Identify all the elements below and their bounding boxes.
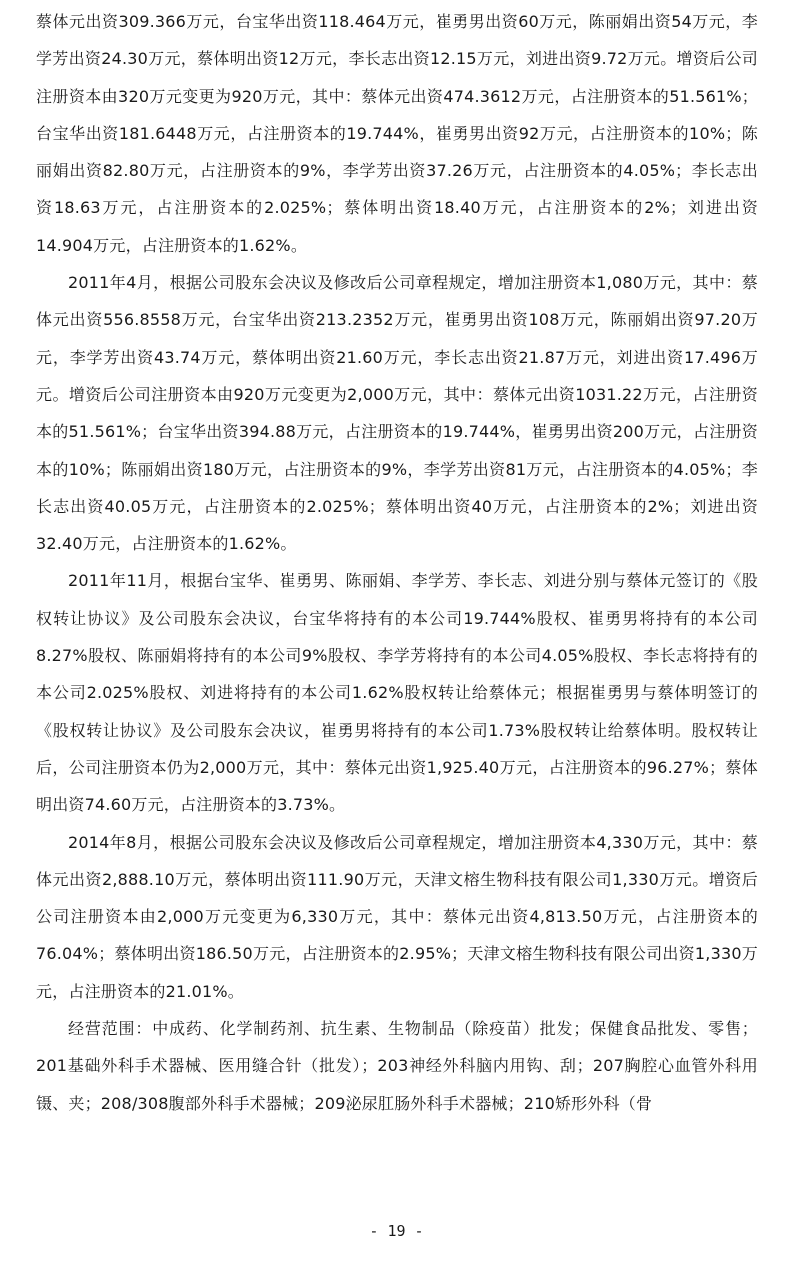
- paragraph-capital-increase-continued: 蔡体元出资309.366万元，台宝华出资118.464万元，崔勇男出资60万元，陈丽娟出资54万元，李学芳出资24.30万元，蔡体明出资12万元，李长志出资12.15万元，刘进出资9.72万元。增资后公司注册资本由320万元变更为920万元，其中：蔡体元出资474.3612万元，占注册资本的51.561%；台宝华出资181.6448万元，占注册资本的19.744%，崔勇男出资92万元，占注册资本的10%；陈丽娟出资82.80万元，占注册资本的9%，李学芳出资37.26万元，占注册资本的4.05%；李长志出资18.63万元，占注册资本的2.025%；蔡体明出资18.40万元，占注册资本的2%；刘进出资14.904万元，占注册资本的1.62%。: [36, 12, 758, 255]
- paragraph-business-scope: 经营范围：中成药、化学制药剂、抗生素、生物制品（除疫苗）批发；保健食品批发、零售；201基础外科手术器械、医用缝合针（批发）；203神经外科脑内用钩、刮；207胸腔心血管外科用镊、夹；208/308腹部外科手术器械；209泌尿肛肠外科手术器械；210矫形外科（骨: [36, 1019, 758, 1113]
- paragraph-2011-november: 2011年11月，根据台宝华、崔勇男、陈丽娟、李学芳、李长志、刘进分别与蔡体元签订的《股权转让协议》及公司股东会决议，台宝华将持有的本公司19.744%股权、崔勇男将持有的本公司8.27%股权、陈丽娟将持有的本公司9%股权、李学芳将持有的本公司4.05%股权、李长志将持有的本公司2.025%股权、刘进将持有的本公司1.62%股权转让给蔡体元；根据崔勇男与蔡体明签订的《股权转让协议》及公司股东会决议，崔勇男将持有的本公司1.73%股权转让给蔡体明。股权转让后，公司注册资本仍为2,000万元，其中：蔡体元出资1,925.40万元，占注册资本的96.27%；蔡体明出资74.60万元，占注册资本的3.73%。: [36, 571, 758, 815]
- document-page: [36, 0, 758, 1122]
- paragraph-2014-august: 2014年8月，根据公司股东会决议及修改后公司章程规定，增加注册资本4,330万元，其中：蔡体元出资2,888.10万元，蔡体明出资111.90万元，天津文榕生物科技有限公司1,330万元。增资后公司注册资本由2,000万元变更为6,330万元，其中：蔡体元出资4,813.50万元，占注册资本的76.04%；蔡体明出资186.50万元，占注册资本的2.95%；天津文榕生物科技有限公司出资1,330万元，占注册资本的21.01%。: [36, 832, 758, 1001]
- paragraph-2011-april: 2011年4月，根据公司股东会决议及修改后公司章程规定，增加注册资本1,080万元，其中：蔡体元出资556.8558万元，台宝华出资213.2352万元，崔勇男出资108万元，陈丽娟出资97.20万元，李学芳出资43.74万元，蔡体明出资21.60万元，李长志出资21.87万元，刘进出资17.496万元。增资后公司注册资本由920万元变更为2,000万元，其中：蔡体元出资1031.22万元，占注册资本的51.561%；台宝华出资394.88万元，占注册资本的19.744%，崔勇男出资200万元，占注册资本的10%；陈丽娟出资180万元，占注册资本的9%，李学芳出资81万元，占注册资本的4.05%；李长志出资40.05万元，占注册资本的2.025%；蔡体明出资40万元，占注册资本的2%；刘进出资32.40万元，占注册资本的1.62%。: [36, 273, 758, 554]
- page-number: - 19 -: [369, 1222, 424, 1240]
